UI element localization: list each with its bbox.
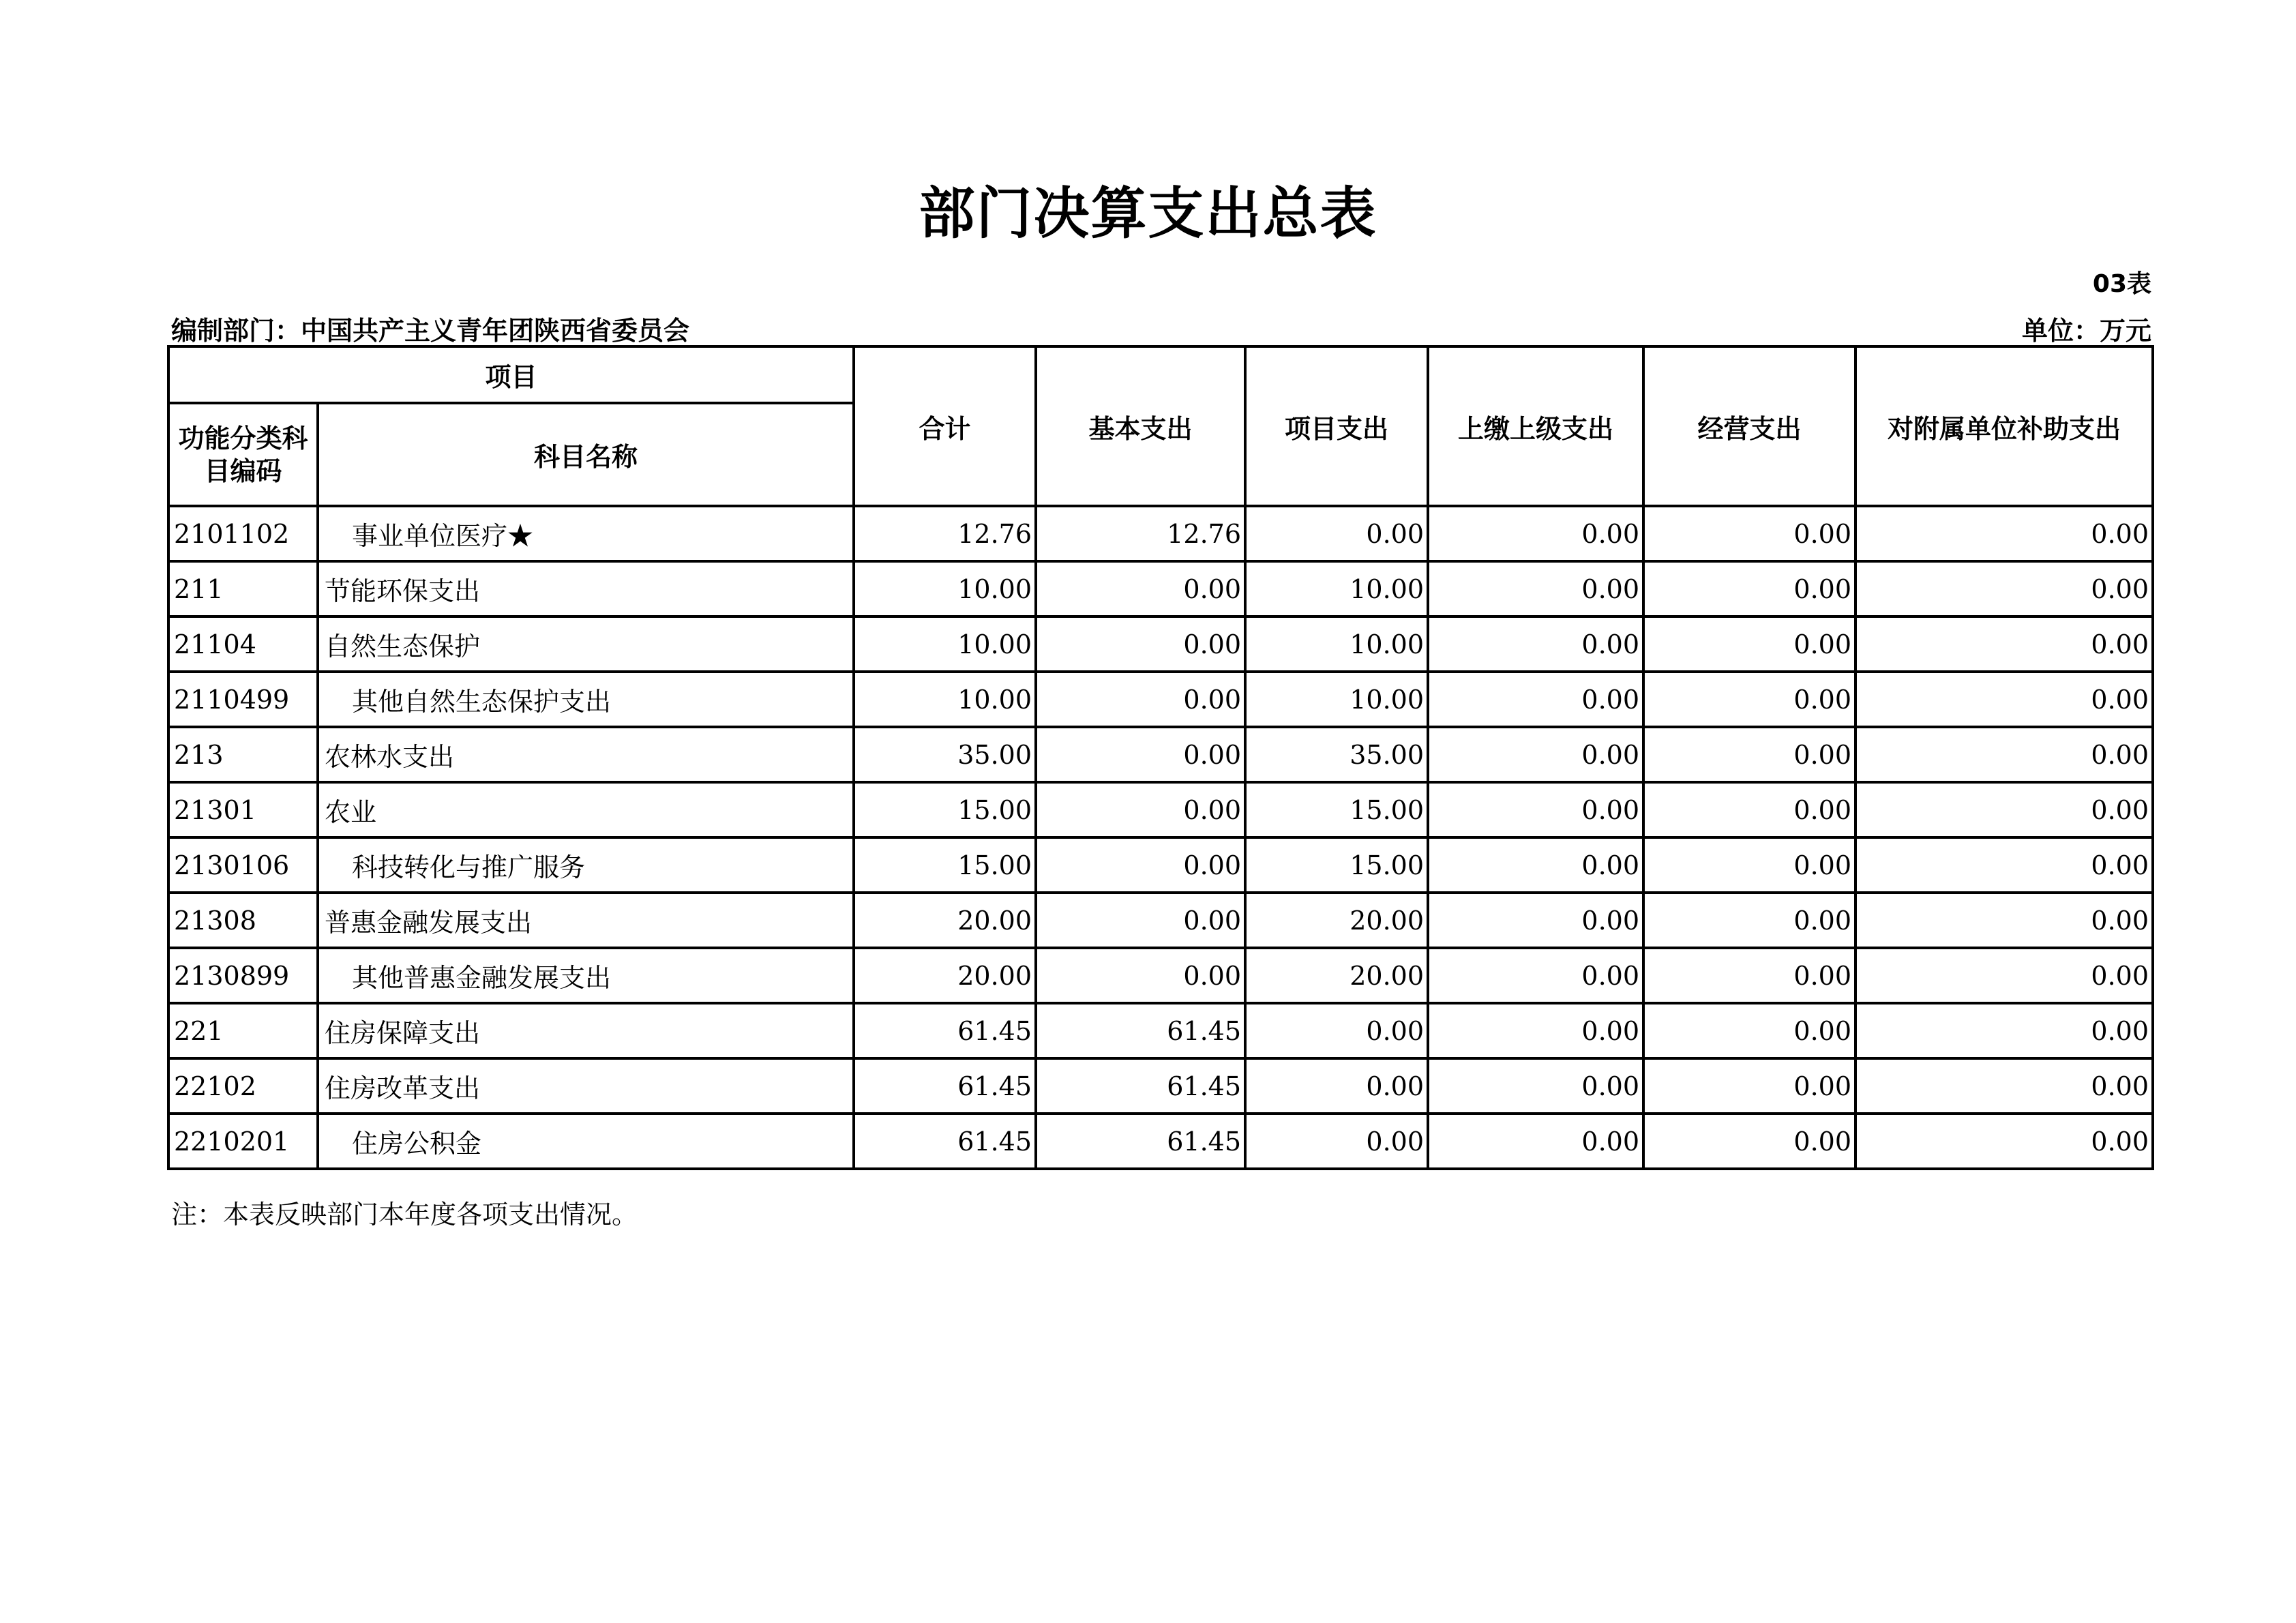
row-code: 2210201 [168,1114,318,1169]
row-subsidy-value: 0.00 [1855,837,2153,893]
row-basic-value: 0.00 [1036,837,1245,893]
row-upper-value: 0.00 [1428,561,1643,616]
table-row [168,727,2153,782]
row-name: 农林水支出 [318,727,854,782]
header-total: 合计 [854,346,1036,506]
header-basic: 基本支出 [1036,346,1245,506]
row-upper-value: 0.00 [1428,1003,1643,1058]
row-business-value: 0.00 [1643,837,1855,893]
row-business-value: 0.00 [1643,1058,1855,1114]
row-name: 住房改革支出 [318,1058,854,1114]
row-code: 213 [168,727,318,782]
row-subsidy-value: 0.00 [1855,1058,2153,1114]
table-row [168,782,2153,837]
table-row [168,561,2153,616]
row-code: 21104 [168,616,318,672]
row-business-value: 0.00 [1643,616,1855,672]
row-upper-value: 0.00 [1428,948,1643,1003]
table-body [168,506,2153,1169]
row-project-value: 0.00 [1245,1003,1428,1058]
row-name: 自然生态保护 [318,616,854,672]
row-upper-value: 0.00 [1428,1058,1643,1114]
row-name: 住房保障支出 [318,1003,854,1058]
row-business-value: 0.00 [1643,893,1855,948]
row-code: 221 [168,1003,318,1058]
row-project-value: 20.00 [1245,948,1428,1003]
row-name: 节能环保支出 [318,561,854,616]
row-business-value: 0.00 [1643,948,1855,1003]
table-row [168,948,2153,1003]
page-title: 部门决算支出总表 [919,181,1377,246]
row-basic-value: 0.00 [1036,782,1245,837]
row-basic-value: 0.00 [1036,727,1245,782]
header-project: 项目 [168,346,854,403]
row-subsidy-value: 0.00 [1855,782,2153,837]
row-name: 其他普惠金融发展支出 [318,948,854,1003]
table-row [168,672,2153,727]
row-subsidy-value: 0.00 [1855,948,2153,1003]
row-project-value: 35.00 [1245,727,1428,782]
row-total-value: 10.00 [854,616,1036,672]
row-basic-value: 61.45 [1036,1003,1245,1058]
row-project-value: 20.00 [1245,893,1428,948]
row-total-value: 61.45 [854,1003,1036,1058]
row-name: 住房公积金 [318,1114,854,1169]
expenditure-table [167,345,2154,1170]
row-project-value: 10.00 [1245,672,1428,727]
row-code: 2130106 [168,837,318,893]
row-project-value: 15.00 [1245,837,1428,893]
header-business: 经营支出 [1643,346,1855,506]
row-total-value: 10.00 [854,672,1036,727]
row-upper-value: 0.00 [1428,727,1643,782]
table-row [168,616,2153,672]
table-row [168,1114,2153,1169]
row-subsidy-value: 0.00 [1855,1114,2153,1169]
row-upper-value: 0.00 [1428,1114,1643,1169]
row-code: 2110499 [168,672,318,727]
row-basic-value: 61.45 [1036,1114,1245,1169]
row-name: 农业 [318,782,854,837]
row-basic-value: 61.45 [1036,1058,1245,1114]
row-code: 21308 [168,893,318,948]
row-code: 2130899 [168,948,318,1003]
row-upper-value: 0.00 [1428,506,1643,561]
row-code: 22102 [168,1058,318,1114]
row-total-value: 12.76 [854,506,1036,561]
row-subsidy-value: 0.00 [1855,616,2153,672]
row-total-value: 35.00 [854,727,1036,782]
table-number: 03表 [2092,270,2151,298]
row-total-value: 61.45 [854,1058,1036,1114]
row-basic-value: 0.00 [1036,893,1245,948]
row-business-value: 0.00 [1643,1114,1855,1169]
header-code: 功能分类科目编码 [168,403,318,506]
row-business-value: 0.00 [1643,1003,1855,1058]
table-row [168,1058,2153,1114]
row-project-value: 0.00 [1245,506,1428,561]
row-code: 211 [168,561,318,616]
row-basic-value: 0.00 [1036,672,1245,727]
row-subsidy-value: 0.00 [1855,506,2153,561]
department-label: 编制部门：中国共产主义青年团陕西省委员会 [171,316,690,346]
row-total-value: 20.00 [854,893,1036,948]
row-business-value: 0.00 [1643,561,1855,616]
row-project-value: 0.00 [1245,1114,1428,1169]
row-business-value: 0.00 [1643,672,1855,727]
row-name: 普惠金融发展支出 [318,893,854,948]
unit-label: 单位：万元 [2021,316,2151,346]
row-subsidy-value: 0.00 [1855,672,2153,727]
row-subsidy-value: 0.00 [1855,561,2153,616]
header-subsidy: 对附属单位补助支出 [1855,346,2153,506]
header-upper: 上缴上级支出 [1428,346,1643,506]
row-subsidy-value: 0.00 [1855,727,2153,782]
row-upper-value: 0.00 [1428,616,1643,672]
row-name: 其他自然生态保护支出 [318,672,854,727]
footnote: 注：本表反映部门本年度各项支出情况。 [171,1200,638,1230]
row-project-value: 10.00 [1245,561,1428,616]
row-business-value: 0.00 [1643,506,1855,561]
row-total-value: 15.00 [854,782,1036,837]
header-name: 科目名称 [318,403,854,506]
row-basic-value: 12.76 [1036,506,1245,561]
row-business-value: 0.00 [1643,782,1855,837]
row-subsidy-value: 0.00 [1855,893,2153,948]
row-upper-value: 0.00 [1428,672,1643,727]
row-upper-value: 0.00 [1428,782,1643,837]
row-basic-value: 0.00 [1036,561,1245,616]
row-total-value: 10.00 [854,561,1036,616]
row-basic-value: 0.00 [1036,616,1245,672]
table-row [168,837,2153,893]
row-upper-value: 0.00 [1428,893,1643,948]
row-name: 科技转化与推广服务 [318,837,854,893]
table-row [168,1003,2153,1058]
row-total-value: 15.00 [854,837,1036,893]
row-code: 2101102 [168,506,318,561]
row-code: 21301 [168,782,318,837]
row-project-value: 15.00 [1245,782,1428,837]
row-business-value: 0.00 [1643,727,1855,782]
row-subsidy-value: 0.00 [1855,1003,2153,1058]
row-total-value: 20.00 [854,948,1036,1003]
row-name: 事业单位医疗★ [318,506,854,561]
row-basic-value: 0.00 [1036,948,1245,1003]
row-project-value: 10.00 [1245,616,1428,672]
header-project-expenditure: 项目支出 [1245,346,1428,506]
row-total-value: 61.45 [854,1114,1036,1169]
row-upper-value: 0.00 [1428,837,1643,893]
row-project-value: 0.00 [1245,1058,1428,1114]
table-row [168,893,2153,948]
table-row [168,506,2153,561]
